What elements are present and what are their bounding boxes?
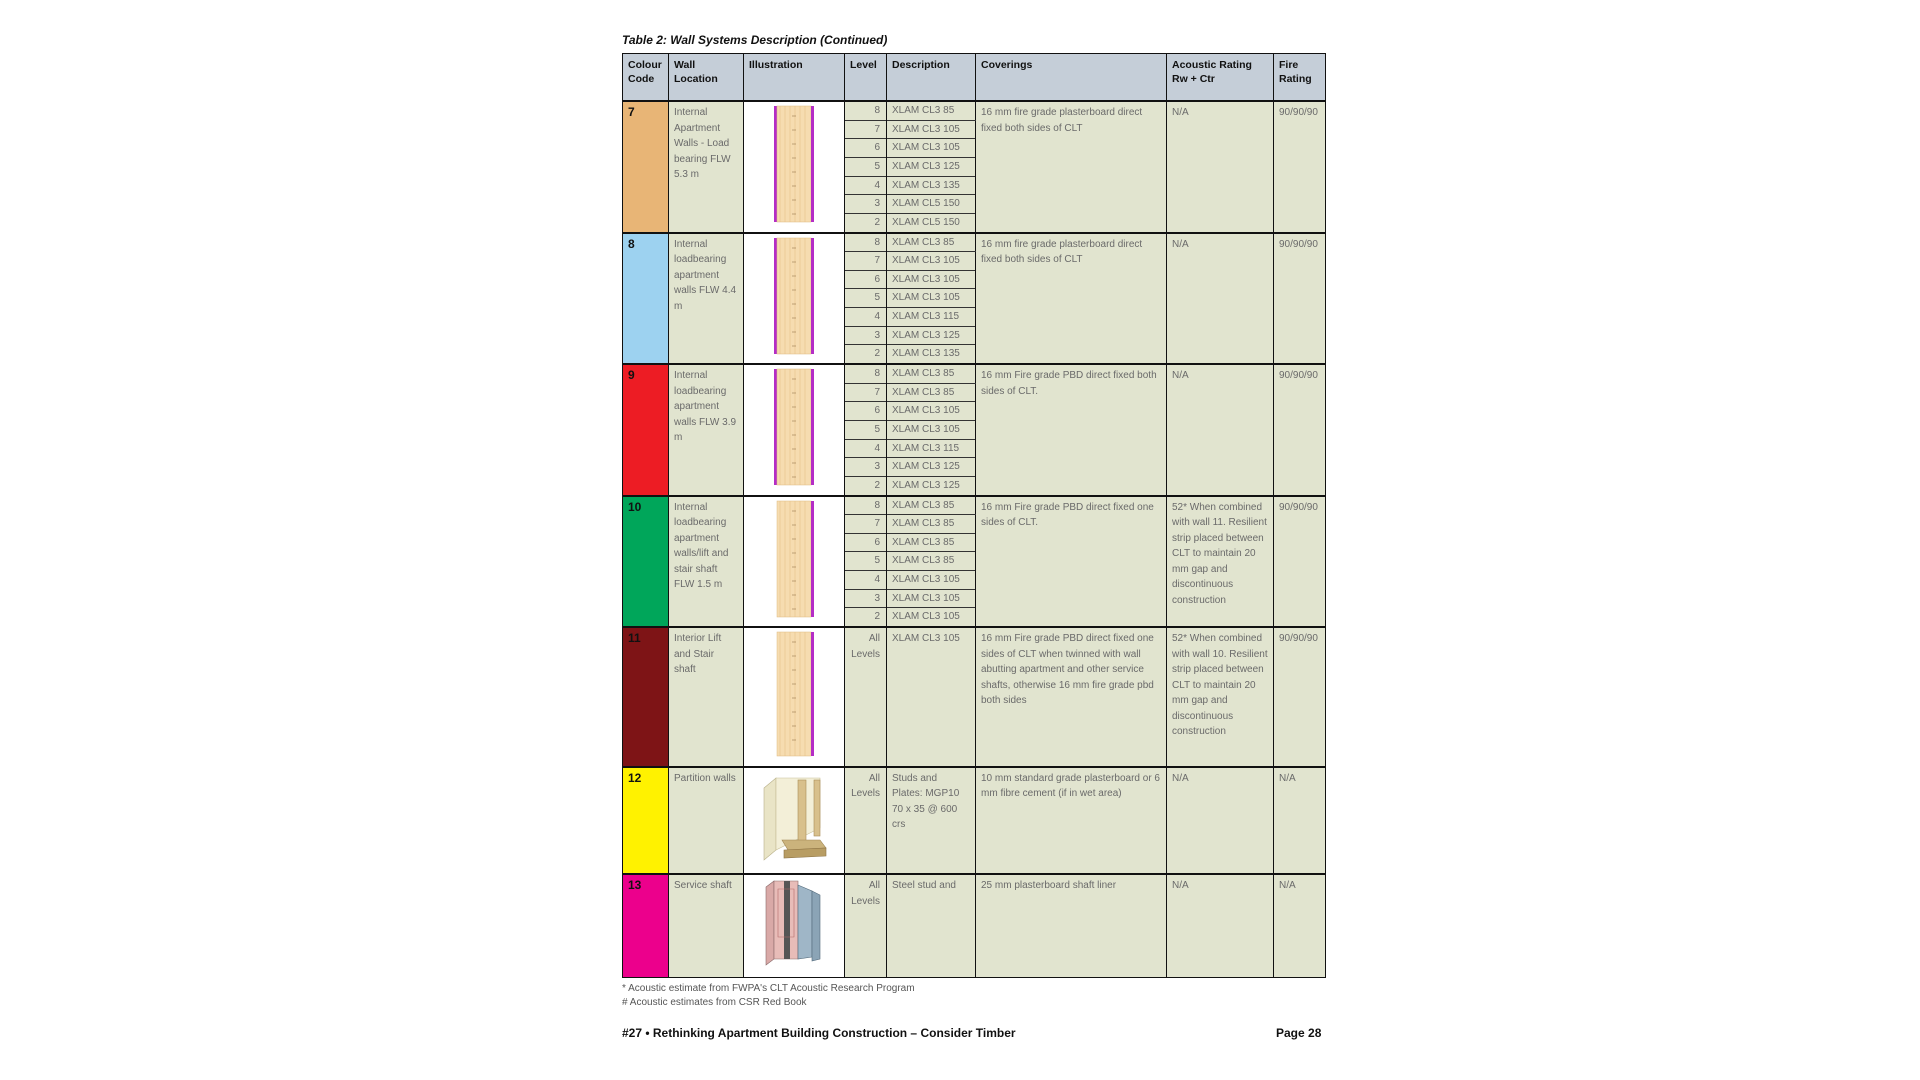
description-cell: XLAM CL3 105: [887, 589, 976, 608]
acoustic-rating-cell: 52* When combined with wall 11. Resilient strip placed between CLT to maintain 20 mm gap and discontinuous construction: [1167, 496, 1274, 628]
description-cell: XLAM CL3 135: [887, 176, 976, 195]
description-cell: XLAM CL3 115: [887, 439, 976, 458]
coverings-cell: 16 mm Fire grade PBD direct fixed one sides of CLT.: [976, 496, 1167, 628]
description-cell: XLAM CL3 105: [887, 571, 976, 590]
footer-title: #27 • Rethinking Apartment Building Construction – Consider Timber: [622, 1026, 1016, 1040]
table-row: [623, 874, 1326, 977]
description-cell: XLAM CL3 115: [887, 308, 976, 327]
level-cell: 8: [845, 364, 887, 383]
table-row: [623, 496, 1326, 515]
wall-location-cell: Internal Apartment Walls - Load bearing FLW 5.3 m: [669, 101, 744, 233]
description-cell: XLAM CL3 85: [887, 383, 976, 402]
clt-wall-icon: [772, 216, 816, 227]
clt-wall-one-side-icon: [772, 750, 816, 761]
colour-code-cell: 9: [623, 364, 669, 496]
level-cell: 6: [845, 139, 887, 158]
table-body: [623, 101, 1326, 977]
illustration-cell: [744, 496, 845, 628]
header-fire-rating: Fire Rating: [1274, 54, 1326, 102]
header-illustration: Illustration: [744, 54, 845, 102]
description-cell: XLAM CL3 85: [887, 233, 976, 252]
fire-rating-cell: 90/90/90: [1274, 101, 1326, 233]
description-cell: XLAM CL3 85: [887, 515, 976, 534]
colour-code-cell: 11: [623, 627, 669, 767]
level-cell: 4: [845, 308, 887, 327]
header-description: Description: [887, 54, 976, 102]
header-coverings: Coverings: [976, 54, 1167, 102]
illustration-cell: [744, 767, 845, 875]
fire-rating-cell: N/A: [1274, 767, 1326, 875]
level-cell: 8: [845, 496, 887, 515]
coverings-cell: 16 mm fire grade plasterboard direct fixed both sides of CLT: [976, 233, 1167, 365]
coverings-cell: 16 mm fire grade plasterboard direct fixed both sides of CLT: [976, 101, 1167, 233]
acoustic-rating-cell: N/A: [1167, 364, 1274, 496]
illustration-cell: [744, 874, 845, 977]
table-caption: Table 2: Wall Systems Description (Continued): [622, 33, 888, 47]
table-row: [623, 364, 1326, 383]
header-acoustic-rating: Acoustic Rating Rw + Ctr: [1167, 54, 1274, 102]
clt-wall-icon: [772, 479, 816, 490]
description-cell: XLAM CL3 105: [887, 289, 976, 308]
wall-systems-table: [622, 53, 1326, 978]
footnote: # Acoustic estimates from CSR Red Book: [622, 996, 807, 1008]
description-cell: XLAM CL3 105: [887, 420, 976, 439]
wall-location-cell: Partition walls: [669, 767, 744, 875]
fire-rating-cell: 90/90/90: [1274, 496, 1326, 628]
level-cell: 7: [845, 383, 887, 402]
description-cell: XLAM CL3 125: [887, 476, 976, 495]
level-cell: 2: [845, 213, 887, 232]
table-row: [623, 627, 1326, 767]
level-cell: 5: [845, 552, 887, 571]
illustration-cell: [744, 101, 845, 233]
acoustic-rating-cell: N/A: [1167, 101, 1274, 233]
footnotes: [622, 982, 915, 1009]
level-cell: All Levels: [845, 627, 887, 767]
level-cell: 7: [845, 120, 887, 139]
coverings-cell: 16 mm Fire grade PBD direct fixed both sides of CLT.: [976, 364, 1167, 496]
colour-code-cell: 7: [623, 101, 669, 233]
level-cell: 6: [845, 533, 887, 552]
description-cell: XLAM CL5 150: [887, 195, 976, 214]
description-cell: Studs and Plates: MGP10 70 x 35 @ 600 crs: [887, 767, 976, 875]
level-cell: All Levels: [845, 874, 887, 977]
level-cell: 2: [845, 345, 887, 364]
illustration-cell: [744, 627, 845, 767]
description-cell: XLAM CL3 85: [887, 364, 976, 383]
wall-location-cell: Interior Lift and Stair shaft: [669, 627, 744, 767]
table-header-row: [623, 54, 1326, 102]
wall-location-cell: Internal loadbearing apartment walls/lift and stair shaft FLW 1.5 m: [669, 496, 744, 628]
level-cell: 6: [845, 402, 887, 421]
description-cell: XLAM CL3 105: [887, 608, 976, 627]
description-cell: XLAM CL3 85: [887, 533, 976, 552]
level-cell: 4: [845, 176, 887, 195]
level-cell: 2: [845, 476, 887, 495]
level-cell: 3: [845, 458, 887, 477]
colour-code-cell: 13: [623, 874, 669, 977]
level-cell: 5: [845, 157, 887, 176]
table-row: [623, 101, 1326, 120]
description-cell: XLAM CL3 105: [887, 402, 976, 421]
level-cell: 5: [845, 420, 887, 439]
level-cell: 3: [845, 326, 887, 345]
level-cell: 8: [845, 101, 887, 120]
colour-code-cell: 12: [623, 767, 669, 875]
fire-rating-cell: N/A: [1274, 874, 1326, 977]
clt-wall-icon: [772, 348, 816, 359]
description-cell: XLAM CL3 85: [887, 101, 976, 120]
page-number: Page 28: [1276, 1026, 1322, 1040]
acoustic-rating-cell: N/A: [1167, 233, 1274, 365]
clt-wall-one-side-icon: [772, 611, 816, 622]
description-cell: XLAM CL3 135: [887, 345, 976, 364]
level-cell: 2: [845, 608, 887, 627]
wall-location-cell: Internal loadbearing apartment walls FLW 3.9 m: [669, 364, 744, 496]
illustration-cell: [744, 233, 845, 365]
description-cell: XLAM CL3 125: [887, 157, 976, 176]
acoustic-rating-cell: 52* When combined with wall 10. Resilient strip placed between CLT to maintain 20 mm gap and discontinuous construction: [1167, 627, 1274, 767]
stud-partition-icon: [754, 858, 834, 869]
description-cell: XLAM CL3 105: [887, 270, 976, 289]
acoustic-rating-cell: N/A: [1167, 874, 1274, 977]
level-cell: 3: [845, 589, 887, 608]
table-row: [623, 233, 1326, 252]
description-cell: XLAM CL3 105: [887, 627, 976, 767]
description-cell: XLAM CL3 105: [887, 252, 976, 271]
description-cell: XLAM CL3 125: [887, 326, 976, 345]
description-cell: XLAM CL3 85: [887, 552, 976, 571]
level-cell: 8: [845, 233, 887, 252]
fire-rating-cell: 90/90/90: [1274, 233, 1326, 365]
level-cell: 3: [845, 195, 887, 214]
description-cell: XLAM CL3 85: [887, 496, 976, 515]
level-cell: 7: [845, 515, 887, 534]
coverings-cell: 16 mm Fire grade PBD direct fixed one sides of CLT when twinned with wall abutting apartment and other service shafts, otherwise 16 mm fire grade pbd both sides: [976, 627, 1167, 767]
fire-rating-cell: 90/90/90: [1274, 627, 1326, 767]
level-cell: 7: [845, 252, 887, 271]
acoustic-rating-cell: N/A: [1167, 767, 1274, 875]
colour-code-cell: 10: [623, 496, 669, 628]
table-row: [623, 767, 1326, 875]
level-cell: 5: [845, 289, 887, 308]
level-cell: 4: [845, 439, 887, 458]
footnote: * Acoustic estimate from FWPA's CLT Acoustic Research Program: [622, 983, 915, 994]
coverings-cell: 10 mm standard grade plasterboard or 6 mm fibre cement (if in wet area): [976, 767, 1167, 875]
description-cell: XLAM CL3 105: [887, 139, 976, 158]
level-cell: All Levels: [845, 767, 887, 875]
coverings-cell: 25 mm plasterboard shaft liner: [976, 874, 1167, 977]
illustration-cell: [744, 364, 845, 496]
shaft-liner-icon: [754, 961, 834, 972]
level-cell: 6: [845, 270, 887, 289]
level-cell: 4: [845, 571, 887, 590]
description-cell: XLAM CL3 125: [887, 458, 976, 477]
colour-code-cell: 8: [623, 233, 669, 365]
wall-location-cell: Internal loadbearing apartment walls FLW 4.4 m: [669, 233, 744, 365]
header-level: Level: [845, 54, 887, 102]
description-cell: XLAM CL3 105: [887, 120, 976, 139]
header-colour-code: Colour Code: [623, 54, 669, 102]
description-cell: XLAM CL5 150: [887, 213, 976, 232]
fire-rating-cell: 90/90/90: [1274, 364, 1326, 496]
header-wall-location: Wall Location: [669, 54, 744, 102]
description-cell: Steel stud and: [887, 874, 976, 977]
wall-location-cell: Service shaft: [669, 874, 744, 977]
